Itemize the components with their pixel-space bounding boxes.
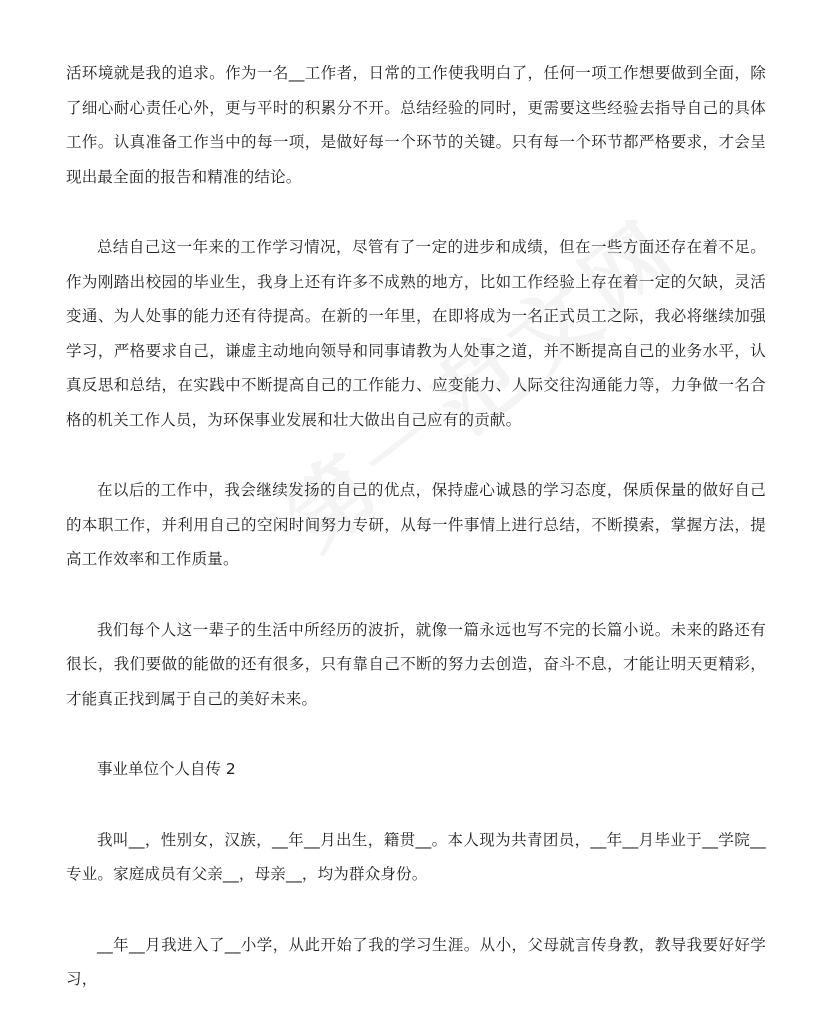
paragraph-5: 我叫__，性别女，汉族，__年__月出生，籍贯__。本人现为共青团员，__年__月毕业于__学院__专业。家庭成员有父亲__，母亲__，均为群众身份。 xyxy=(66,830,766,883)
document-body xyxy=(66,56,766,1033)
paragraph-3: 在以后的工作中，我会继续发扬的自己的优点，保持虚心诚恳的学习态度，保质保量的做好自己的本职工作，并利用自己的空闲时间努力专研，从每一件事情上进行总结，不断摸索，掌握方法，提高工作效率和工作质量。 xyxy=(66,481,766,568)
section-heading: 事业单位个人自传 2 xyxy=(97,760,236,778)
paragraph-4: 我们每个人这一辈子的生活中所经历的波折，就像一篇永远也写不完的长篇小说。未来的路还有很长，我们要做的能做的还有很多，只有靠自己不断的努力去创造，奋斗不息，才能让明天更精彩，才能真正找到属于自己的美好未来。 xyxy=(66,620,766,708)
paragraph-1: 活环境就是我的追求。作为一名__工作者，日常的工作使我明白了，任何一项工作想要做到全面，除了细心耐心责任心外，更与平时的积累分不开。总结经验的同时，更需要这些经验去指导自己的具体工作。认真准备工作当中的每一项，是做好每一个环节的关键。只有每一个环节都严格要求，才会呈现出最全面的报告和精准的结论。 xyxy=(66,64,766,186)
paragraph-6: __年__月我进入了__小学，从此开始了我的学习生涯。从小，父母就言传身教，教导我要好好学习， xyxy=(66,935,766,988)
paragraph-2: 总结自己这一年来的工作学习情况，尽管有了一定的进步和成绩，但在一些方面还存在着不足。作为刚踏出校园的毕业生，我身上还有许多不成熟的地方，比如工作经验上存在着一定的欠缺，灵活变通、为人处事的能力还有待提高。在新的一年里，在即将成为一名正式员工之际，我必将继续加强学习，严格要求自己，谦虚主动地向领导和同事请教为人处事之道，并不断提高自己的业务水平，认真反思和总结，在实践中不断提高自己的工作能力、应变能力、人际交往沟通能力等，力争做一名合格的机关工作人员，为环保事业发展和壮大做出自己应有的贡献。 xyxy=(66,238,766,429)
